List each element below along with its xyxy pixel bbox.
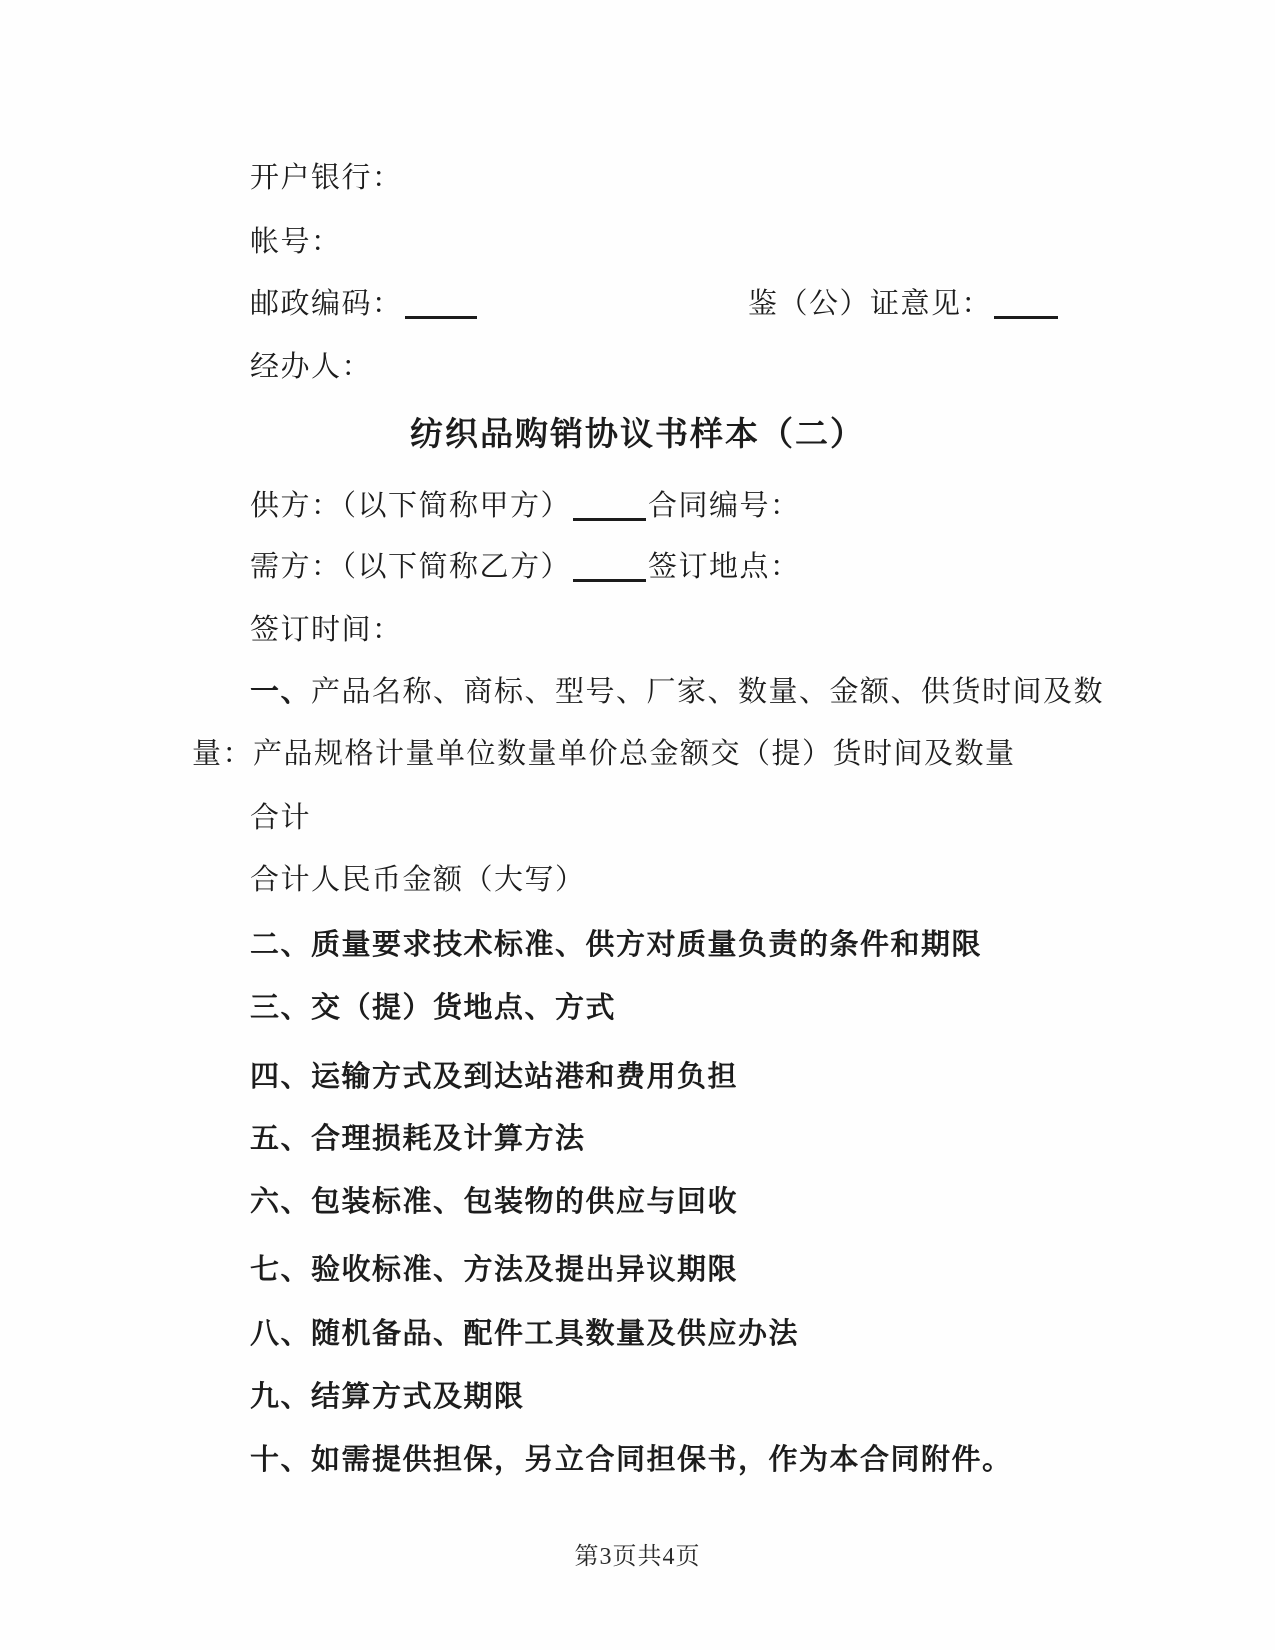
clause-1-text: 产品名称、商标、型号、厂家、数量、金额、供货时间及数 (311, 676, 1105, 708)
contract-number-label: 合同编号： (648, 490, 801, 522)
clause-2-line: 二、质量要求技术标准、供方对质量负责的条件和期限 (250, 929, 983, 961)
page-title: 纺织品购销协议书样本（二） (410, 417, 865, 453)
clause-1-number: 一、 (250, 676, 312, 708)
postal-code-line (250, 284, 479, 324)
blank-field (405, 308, 477, 319)
supplier-prefix: 供方：（以下简称甲方） (250, 490, 572, 522)
bank-line (250, 158, 403, 198)
bank-label: 开户银行： (250, 162, 403, 194)
buyer-line (250, 547, 801, 587)
total-amount-line: 合计人民币金额（大写） (250, 864, 586, 896)
clause-5-line: 五、合理损耗及计算方法 (250, 1123, 586, 1155)
clause-8-line: 八、随机备品、配件工具数量及供应办法 (250, 1318, 800, 1350)
account-label: 帐号： (250, 226, 342, 258)
buyer-prefix: 需方：（以下简称乙方） (250, 551, 572, 583)
page-footer: 第3页共4页 (574, 1544, 701, 1570)
agent-line (250, 347, 372, 387)
postal-code-label: 邮政编码： (250, 288, 403, 320)
clause-9-line: 九、结算方式及期限 (250, 1381, 525, 1413)
subtotal-line: 合计 (250, 802, 312, 834)
supplier-line (250, 486, 801, 526)
sign-time-line (250, 610, 403, 650)
agent-label: 经办人： (250, 351, 373, 383)
postal-notary-row (0, 284, 1275, 324)
clause-6-line: 六、包装标准、包装物的供应与回收 (250, 1186, 739, 1218)
sign-time-label: 签订时间： (250, 614, 403, 646)
clause-3-line: 三、交（提）货地点、方式 (250, 992, 617, 1024)
blank-field (573, 510, 646, 521)
clause-10-line: 十、如需提供担保，另立合同担保书，作为本合同附件。 (250, 1444, 1013, 1476)
blank-field (573, 571, 646, 582)
clause-4-line: 四、运输方式及到达站港和费用负担 (250, 1061, 739, 1093)
account-line (250, 222, 342, 262)
clause-1-wrap-line: 量：产品规格计量单位数量单价总金额交（提）货时间及数量 (192, 738, 1016, 770)
blank-field (994, 308, 1058, 319)
clause-7-line: 七、验收标准、方法及提出异议期限 (250, 1254, 739, 1286)
notary-opinion-line (748, 284, 1060, 324)
notary-opinion-label: 鉴（公）证意见： (748, 288, 993, 320)
sign-place-label: 签订地点： (648, 551, 801, 583)
clause-1-line (250, 672, 1104, 712)
